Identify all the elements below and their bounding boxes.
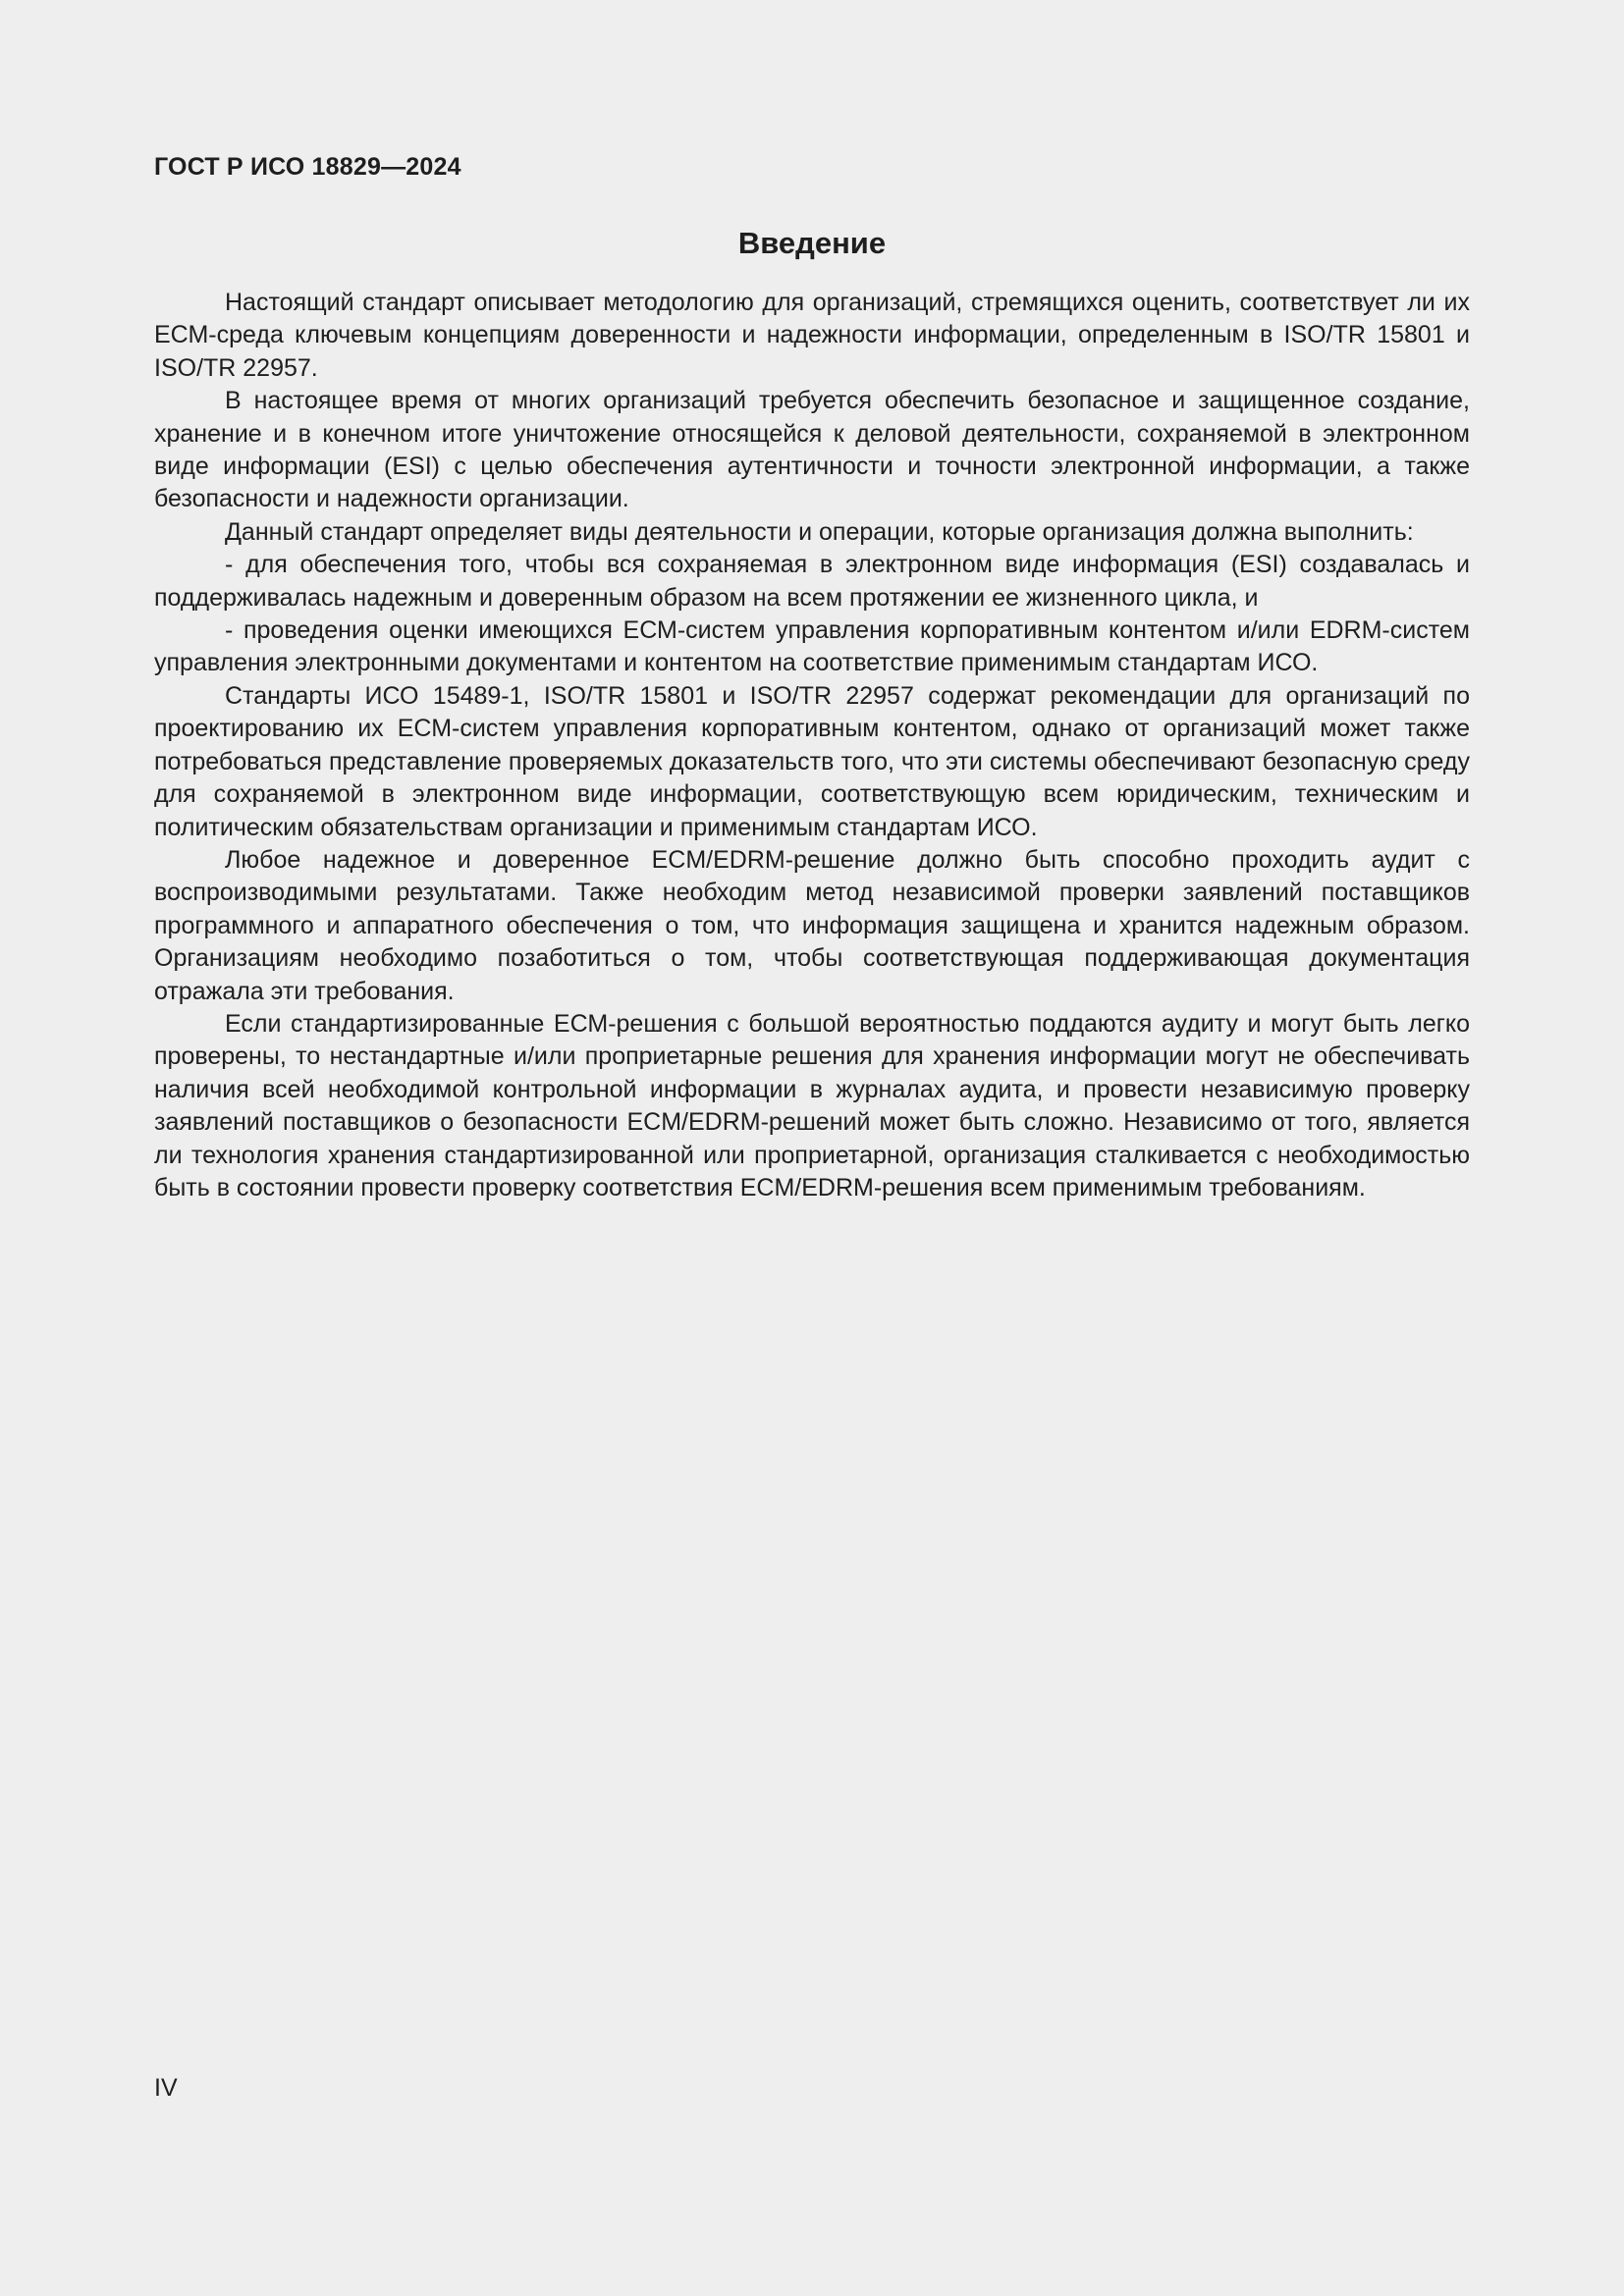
list-item: - для обеспечения того, чтобы вся сохраняемая в электронном виде информация (ESI) создавалась и поддерживалась надежным и доверенным образом на всем протяжении ее жизненного цикла, и <box>154 551 1470 612</box>
paragraph: Если стандартизированные ЕСМ-решения с большой вероятностью поддаются аудиту и могут быть легко проверены, то нестандартные и/или проприетарные решения для хранения информации могут не обеспечивать наличия всей необходимой контрольной информации в журналах аудита, и провести независимую проверку заявлений поставщиков о безопасности ECM/EDRM-решений может быть сложно. Независимо от того, является ли технология хранения стандартизированной или проприетарной, организация сталкивается с необходимостью быть в состоянии провести проверку соответствия ECM/EDRM-решения всем применимым требованиям. <box>154 1009 1470 1201</box>
list-item: - проведения оценки имеющихся ЕСМ-систем управления корпоративным контентом и/или EDRM-систем управления электронными документами и контентом на соответствие применимым стандартам ИСО. <box>154 616 1470 677</box>
paragraph: Настоящий стандарт описывает методологию для организаций, стремящихся оценить, соответствует ли их ЕСМ-среда ключевым концепциям доверенности и надежности информации, определенным в ISO/TR 15801 и ISO/TR 22957. <box>154 289 1470 382</box>
section-title: Введение <box>737 226 887 260</box>
document-code: ГОСТ Р ИСО 18829—2024 <box>154 153 461 181</box>
paragraph: Стандарты ИСО 15489-1, ISO/TR 15801 и ISO/TR 22957 содержат рекомендации для организаций по проектированию их ЕСМ-систем управления корпоративным контентом, однако от организаций может также потребоваться представление проверяемых доказательств того, что эти системы обеспечивают безопасную среду для сохраняемой в электронном виде информации, соответствующую всем юридическим, техническим и политическим обязательствам организации и применимым стандартам ИСО. <box>154 681 1470 841</box>
section-body <box>154 287 1470 1204</box>
paragraph: В настоящее время от многих организаций требуется обеспечить безопасное и защищенное создание, хранение и в конечном итоге уничтожение относящейся к деловой деятельности, сохраняемой в электронном виде информации (ESI) с целью обеспечения аутентичности и точности электронной информации, а также безопасности и надежности организации. <box>154 387 1470 513</box>
paragraph: Данный стандарт определяет виды деятельности и операции, которые организация должна выполнить: <box>225 517 1414 546</box>
page-number: IV <box>154 2074 178 2102</box>
paragraph: Любое надежное и доверенное ECM/EDRM-решение должно быть способно проходить аудит с воспроизводимыми результатами. Также необходим метод независимой проверки заявлений поставщиков программного и аппаратного обеспечения о том, что информация защищена и хранится надежным образом. Организациям необходимо позаботиться о том, чтобы соответствующая поддерживающая документация отражала эти требования. <box>154 845 1470 1005</box>
